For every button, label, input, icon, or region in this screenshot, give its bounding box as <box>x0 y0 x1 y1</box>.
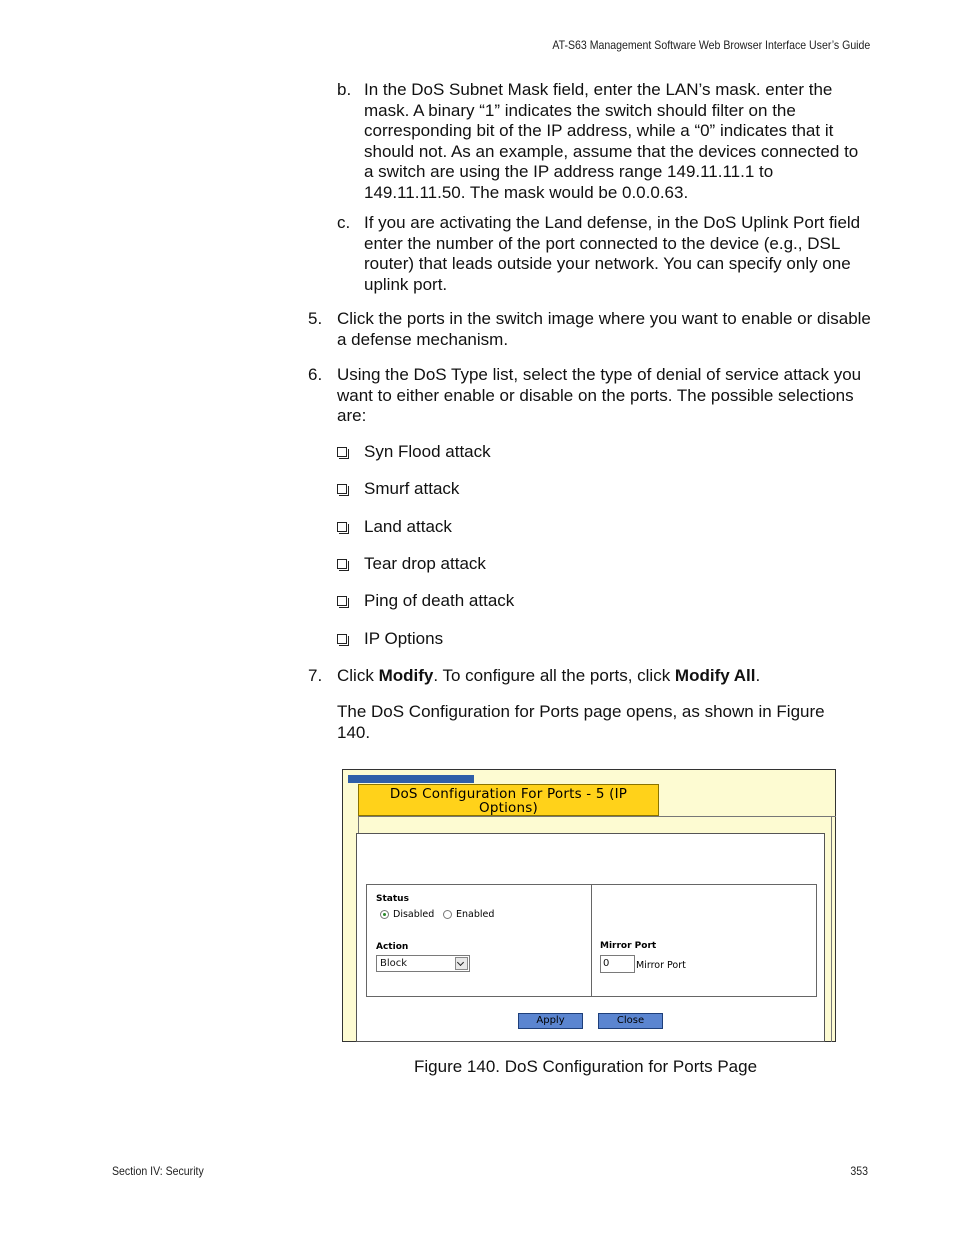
action-label: Action <box>376 942 409 952</box>
checkbox-bullet-icon <box>337 596 347 606</box>
step-text <box>337 666 873 687</box>
step-text: Using the DoS Type list, select the type of denial of service attack you want to either enable or disable on the ports. The possible selections are: <box>337 365 862 425</box>
list-item-text: IP Options <box>364 629 444 648</box>
list-item-text: Tear drop attack <box>364 554 486 573</box>
checkbox-bullet-icon <box>337 634 347 644</box>
page-number: 353 <box>850 1164 868 1178</box>
modify-term: Modify <box>378 666 434 685</box>
close-button[interactable]: Close <box>598 1013 663 1029</box>
status-enabled-label[interactable]: Enabled <box>456 909 495 920</box>
substep-text: If you are activating the Land defense, in the DoS Uplink Port field enter the number of the port connected to the device (e.g., DSL router) that leads outside your network. You can specify only one uplink port. <box>364 213 861 294</box>
mirror-port-suffix: Mirror Port <box>636 960 686 971</box>
mirror-port-label: Mirror Port <box>600 941 657 951</box>
substep-label: b. <box>337 80 352 99</box>
step-number: 7. <box>308 666 323 685</box>
list-item <box>337 629 443 650</box>
substep-b <box>337 80 872 203</box>
title-line-1: DoS Configuration For Ports - 5 (IP <box>389 786 628 802</box>
checkbox-bullet-icon <box>337 522 347 532</box>
tab-strip <box>348 775 474 783</box>
list-item-text: Smurf attack <box>364 479 460 498</box>
list-item <box>337 479 459 500</box>
checkbox-bullet-icon <box>337 484 347 494</box>
status-label: Status <box>376 894 409 904</box>
config-panel <box>356 833 825 1042</box>
dos-config-figure <box>342 769 836 1042</box>
modify-all-term: Modify All <box>674 666 756 685</box>
step-6 <box>308 365 873 427</box>
list-item <box>337 442 491 463</box>
step-text-part: . To configure all the ports, click <box>433 666 675 685</box>
title-divider <box>358 816 836 817</box>
step-text-part: Click <box>337 666 379 685</box>
settings-group <box>366 884 817 997</box>
checkbox-bullet-icon <box>337 559 347 569</box>
status-enabled-radio[interactable] <box>443 910 452 919</box>
frame-divider <box>831 816 832 1042</box>
step-7 <box>308 666 873 687</box>
checkbox-bullet-icon <box>337 447 347 457</box>
list-item-text: Syn Flood attack <box>364 442 491 461</box>
running-header: AT-S63 Management Software Web Browser Interface User’s Guide <box>552 38 870 52</box>
figure-intro-paragraph: The DoS Configuration for Ports page opens, as shown in Figure 140. <box>337 702 825 742</box>
action-select-value: Block <box>380 958 408 969</box>
action-select[interactable] <box>376 955 470 972</box>
mirror-section <box>591 885 817 996</box>
figure-page-title <box>358 784 659 816</box>
mirror-port-value: 0 <box>603 958 610 969</box>
mirror-port-input[interactable] <box>600 955 635 973</box>
step-text-part: . <box>755 666 761 685</box>
list-item-text: Ping of death attack <box>364 591 515 610</box>
substep-c <box>337 213 872 295</box>
step-number: 6. <box>308 365 323 384</box>
substep-text: In the DoS Subnet Mask field, enter the LAN’s mask. enter the mask. A binary “1” indicates the switch should filter on the corresponding bit of the IP address, while a “0” indicates that it should not. As an example, assume that the devices connected to a switch are using the IP address range 149.11.11.1 to 149.11.11.50. The mask would be 0.0.0.63. <box>364 80 859 202</box>
list-item <box>337 517 452 538</box>
footer-section: Section IV: Security <box>112 1164 204 1178</box>
status-disabled-label[interactable]: Disabled <box>393 909 435 920</box>
step-text: Click the ports in the switch image where you want to enable or disable a defense mechanism. <box>337 309 871 349</box>
figure-caption: Figure 140. DoS Configuration for Ports Page <box>414 1057 758 1076</box>
chevron-down-icon[interactable] <box>455 957 468 970</box>
list-item-text: Land attack <box>364 517 452 536</box>
list-item <box>337 554 486 575</box>
substep-label: c. <box>337 213 351 232</box>
status-disabled-radio[interactable] <box>380 910 389 919</box>
apply-button[interactable]: Apply <box>518 1013 583 1029</box>
title-line-2: Options) <box>479 800 538 816</box>
list-item <box>337 591 514 612</box>
step-5 <box>308 309 873 350</box>
step-number: 5. <box>308 309 323 328</box>
